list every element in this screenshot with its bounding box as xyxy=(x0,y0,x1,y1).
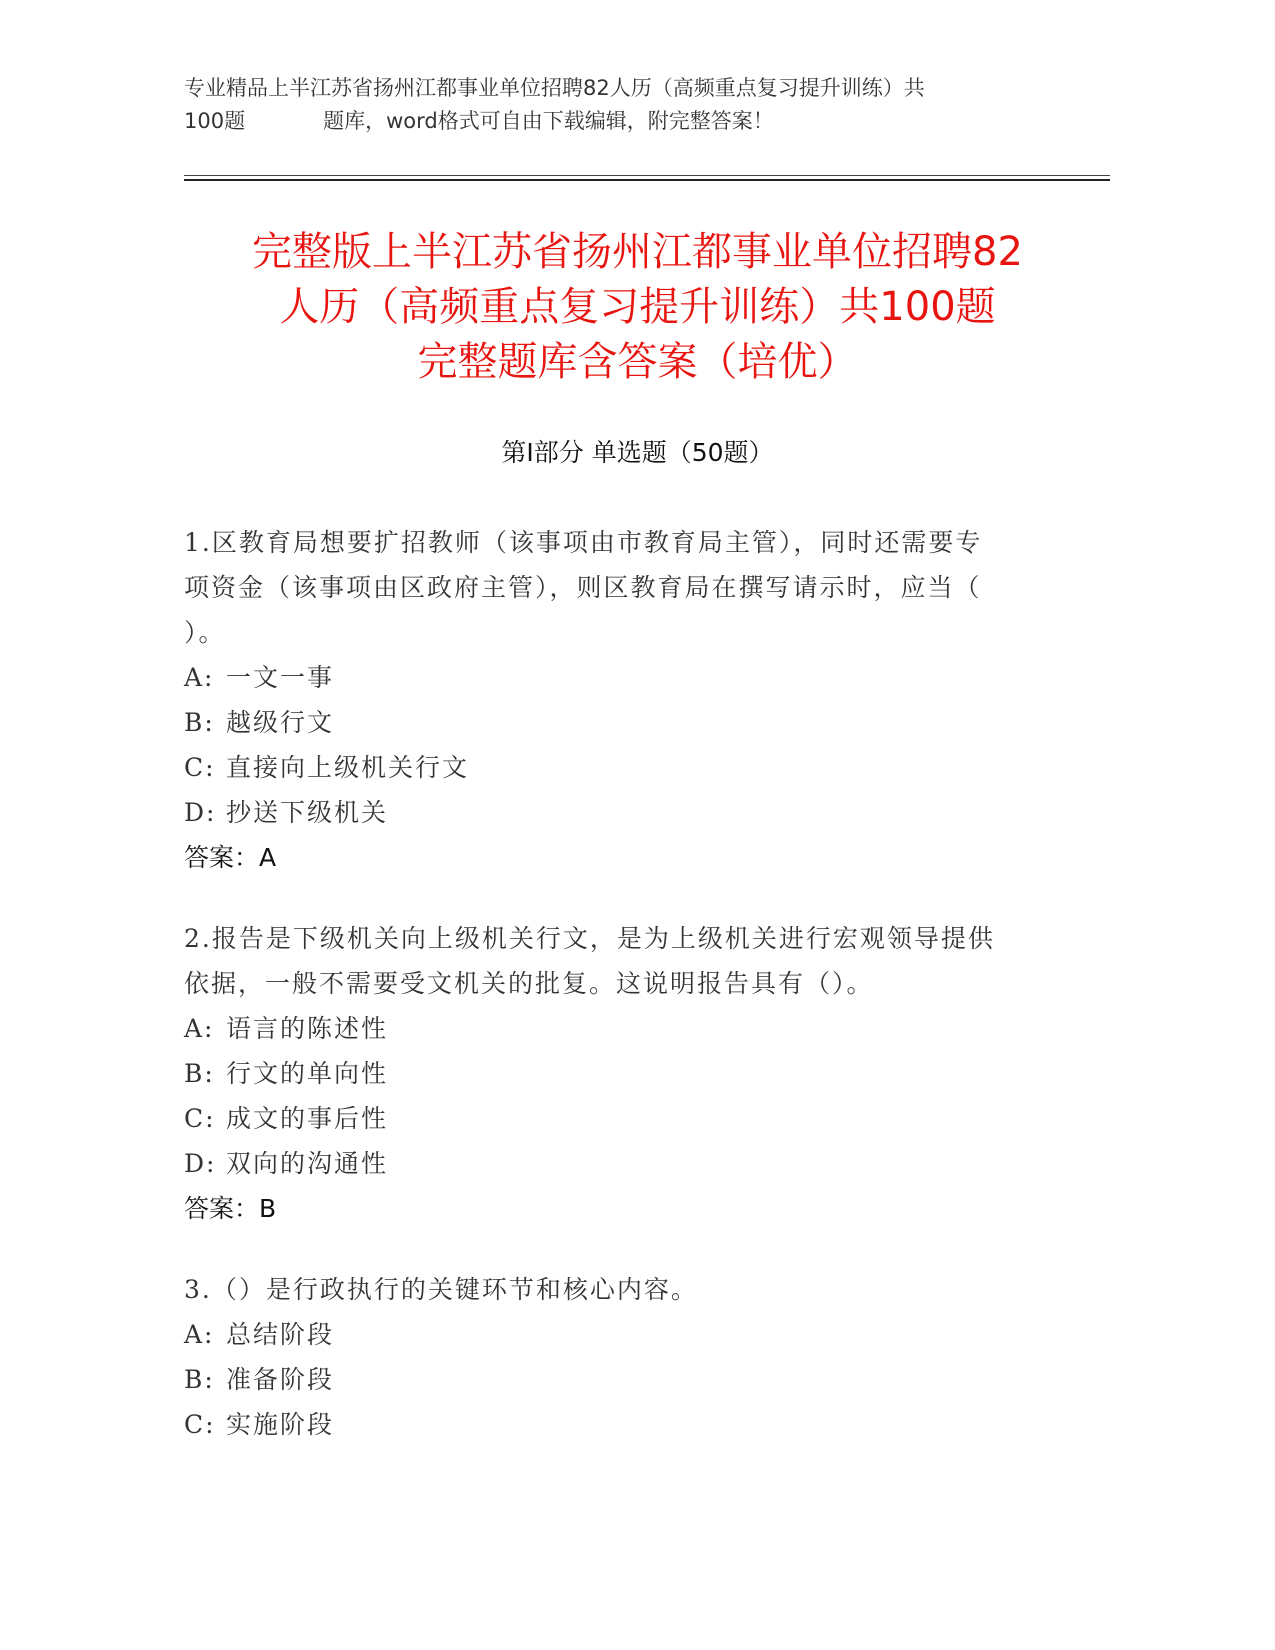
question-1 xyxy=(184,520,1064,880)
option-text: 直接向上级机关行文 xyxy=(226,753,470,782)
option-d xyxy=(184,1141,1064,1186)
header-line-1: 专业精品上半江苏省扬州江都事业单位招聘82人历（高频重点复习提升训练）共 xyxy=(184,76,925,100)
option-key: C: xyxy=(184,1410,216,1439)
option-b xyxy=(184,700,1064,745)
question-stem-line: 项资金（该事项由区政府主管），则区教育局在撰写请示时，应当（ xyxy=(184,573,982,602)
option-key: A: xyxy=(184,1014,215,1043)
option-a xyxy=(184,1312,1064,1357)
question-list xyxy=(184,520,1064,1483)
option-text: 双向的沟通性 xyxy=(226,1149,389,1178)
option-text: 语言的陈述性 xyxy=(226,1014,389,1043)
option-c xyxy=(184,1096,1064,1141)
option-key: A: xyxy=(184,663,215,692)
option-text: 准备阶段 xyxy=(226,1365,335,1394)
option-b xyxy=(184,1051,1064,1096)
option-c xyxy=(184,1402,1064,1447)
option-key: B: xyxy=(184,1059,215,1088)
option-key: B: xyxy=(184,1365,215,1394)
question-stem-line: 1.区教育局想要扩招教师（该事项由市教育局主管），同时还需要专 xyxy=(184,528,983,557)
option-key: C: xyxy=(184,1104,216,1133)
option-text: 成文的事后性 xyxy=(226,1104,389,1133)
header-rule-thin xyxy=(184,175,1110,176)
header-line-2-left: 100题 xyxy=(184,109,246,133)
question-stem-line: ）。 xyxy=(184,618,226,647)
option-text: 总结阶段 xyxy=(226,1320,335,1349)
header-line-2 xyxy=(184,105,1084,138)
option-text: 抄送下级机关 xyxy=(226,798,389,827)
option-key: C: xyxy=(184,753,216,782)
question-stem-line: 2.报告是下级机关向上级机关行文，是为上级机关进行宏观领导提供 xyxy=(184,924,995,953)
option-key: B: xyxy=(184,708,215,737)
header-gap xyxy=(245,105,323,138)
title-line-1: 完整版上半江苏省扬州江都事业单位招聘82 xyxy=(252,229,1023,275)
option-b xyxy=(184,1357,1064,1402)
option-key: A: xyxy=(184,1320,215,1349)
question-3 xyxy=(184,1267,1064,1447)
option-c xyxy=(184,745,1064,790)
section-heading: 第I部分 单选题（50题） xyxy=(501,438,774,467)
question-2 xyxy=(184,916,1064,1231)
option-d xyxy=(184,790,1064,835)
answer-line: 答案：A xyxy=(184,843,277,872)
answer-line: 答案：B xyxy=(184,1194,277,1223)
option-text: 行文的单向性 xyxy=(226,1059,389,1088)
header-rule-thick xyxy=(184,179,1110,181)
option-key: D: xyxy=(184,798,217,827)
option-text: 实施阶段 xyxy=(226,1410,335,1439)
option-text: 越级行文 xyxy=(226,708,335,737)
question-stem-line: 3.（）是行政执行的关键环节和核心内容。 xyxy=(184,1275,698,1304)
option-text: 一文一事 xyxy=(226,663,335,692)
title-line-3: 完整题库含答案（培优） xyxy=(417,339,858,385)
option-a xyxy=(184,1006,1064,1051)
header-line-2-right: 题库，word格式可自由下载编辑，附完整答案！ xyxy=(323,109,774,133)
question-stem-line: 依据，一般不需要受文机关的批复。这说明报告具有（）。 xyxy=(184,969,874,998)
document-title xyxy=(140,225,1135,390)
title-line-2: 人历（高频重点复习提升训练）共100题 xyxy=(279,284,996,330)
option-a xyxy=(184,655,1064,700)
document-header xyxy=(184,72,1084,138)
option-key: D: xyxy=(184,1149,217,1178)
